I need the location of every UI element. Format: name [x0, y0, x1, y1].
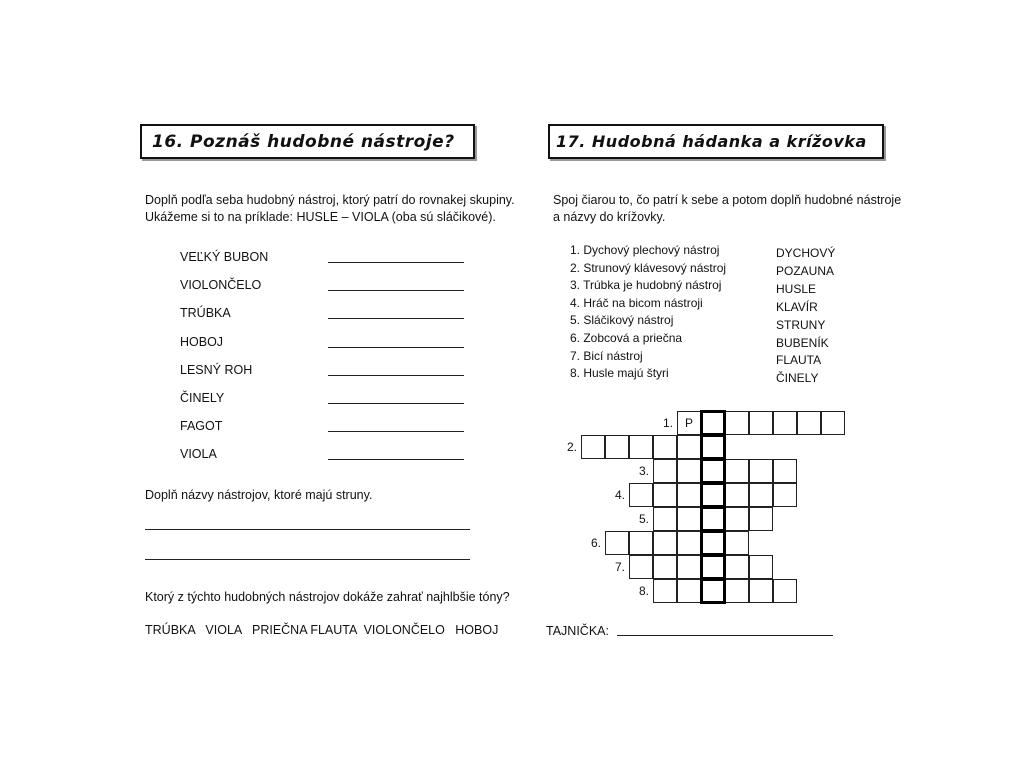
crossword-cell[interactable]	[653, 435, 677, 459]
crossword-cell[interactable]	[773, 483, 797, 507]
secret-answer-line[interactable]	[617, 635, 833, 636]
crossword-row-number: 3.	[638, 464, 649, 478]
crossword-cell[interactable]	[653, 459, 677, 483]
crossword-cell[interactable]	[725, 507, 749, 531]
crossword-cell[interactable]	[749, 555, 773, 579]
crossword-secret-cell[interactable]	[700, 506, 726, 532]
right-instruction-line2: a názvy do krížovky.	[553, 210, 666, 224]
crossword-cell[interactable]	[653, 507, 677, 531]
crossword-cell[interactable]	[605, 435, 629, 459]
crossword-secret-cell[interactable]	[700, 530, 726, 556]
deep-tones-question: Ktorý z týchto hudobných nástrojov dokáže zahrať najhlbšie tóny?	[145, 590, 510, 604]
left-instruction-line1: Doplň podľa seba hudobný nástroj, ktorý patrí do rovnakej skupiny.	[145, 193, 515, 207]
instrument-word: FAGOT	[180, 419, 223, 434]
crossword-cell[interactable]	[725, 483, 749, 507]
instrument-word: VEĽKÝ BUBON	[180, 250, 269, 264]
crossword-cell[interactable]	[629, 483, 653, 507]
word-answer-line[interactable]	[328, 375, 464, 376]
crossword-clue: 3. Trúbka je hudobný nástroj	[570, 278, 722, 293]
crossword-row-number: 4.	[614, 488, 625, 502]
crossword-cell[interactable]	[821, 411, 845, 435]
crossword-cell[interactable]	[749, 411, 773, 435]
instrument-word: TRÚBKA	[180, 306, 231, 321]
crossword-cell[interactable]	[677, 579, 701, 603]
crossword-cell[interactable]	[677, 435, 701, 459]
strings-answer-line-2[interactable]	[145, 559, 470, 560]
instrument-word: HOBOJ	[180, 334, 224, 349]
word-answer-line[interactable]	[328, 347, 464, 348]
crossword-clue: 6. Zobcová a priečna	[570, 331, 683, 345]
crossword-cell[interactable]	[797, 411, 821, 435]
instrument-options: TRÚBKA VIOLA PRIEČNA FLAUTA VIOLONČELO HOBOJ	[145, 623, 499, 637]
instrument-word: VIOLA	[180, 447, 217, 462]
crossword-cell[interactable]	[653, 483, 677, 507]
answer-word: POZAUNA	[776, 263, 835, 278]
strings-answer-line-1[interactable]	[145, 529, 470, 530]
crossword-cell[interactable]	[677, 555, 701, 579]
crossword-secret-cell[interactable]	[700, 554, 726, 580]
crossword-cell[interactable]	[629, 555, 653, 579]
crossword-clue: 4. Hráč na bicom nástroji	[570, 295, 703, 310]
crossword-row-number: 1.	[662, 416, 673, 430]
crossword-cell[interactable]	[725, 579, 749, 603]
crossword-cell[interactable]: P	[677, 411, 701, 435]
crossword-cell[interactable]	[677, 459, 701, 483]
right-instruction	[553, 192, 913, 226]
crossword-clue: 2. Strunový klávesový nástroj	[570, 260, 727, 275]
answer-word: KLAVÍR	[776, 299, 818, 314]
crossword-cell[interactable]	[629, 435, 653, 459]
left-instruction	[145, 192, 515, 226]
word-answer-line[interactable]	[328, 290, 464, 291]
crossword-cell[interactable]	[749, 579, 773, 603]
crossword-secret-cell[interactable]	[700, 410, 726, 436]
right-title: 17. Hudobná hádanka a krížovka	[548, 124, 884, 159]
crossword-cell[interactable]	[605, 531, 629, 555]
crossword-cell[interactable]	[629, 531, 653, 555]
word-answer-line[interactable]	[328, 318, 464, 319]
crossword-secret-cell[interactable]	[700, 458, 726, 484]
crossword-cell[interactable]	[653, 555, 677, 579]
word-answer-line[interactable]	[328, 262, 464, 263]
crossword-clue: 1. Dychový plechový nástroj	[570, 243, 720, 257]
crossword-row-number: 6.	[590, 536, 601, 550]
crossword-cell[interactable]	[749, 483, 773, 507]
crossword-clue: 8. Husle majú štyri	[570, 366, 669, 381]
word-answer-line[interactable]	[328, 459, 464, 460]
secret-label: TAJNIČKA:	[546, 624, 609, 638]
answer-word: ČINELY	[776, 371, 819, 386]
answer-word: DYCHOVÝ	[776, 246, 836, 260]
crossword-cell[interactable]	[749, 459, 773, 483]
answer-word: HUSLE	[776, 281, 817, 296]
crossword-clue: 5. Sláčikový nástroj	[570, 313, 674, 328]
crossword-cell[interactable]	[725, 531, 749, 555]
crossword-cell[interactable]	[725, 555, 749, 579]
crossword-cell[interactable]	[725, 411, 749, 435]
instrument-word: ČINELY	[180, 391, 225, 405]
crossword-secret-cell[interactable]	[700, 434, 726, 460]
crossword-cell[interactable]	[677, 483, 701, 507]
crossword-secret-cell[interactable]	[700, 578, 726, 604]
crossword-cell[interactable]	[653, 531, 677, 555]
right-instruction-line1: Spoj čiarou to, čo patrí k sebe a potom doplň hudobné nástroje	[553, 193, 902, 207]
crossword-cell[interactable]	[773, 459, 797, 483]
instrument-word: LESNÝ ROH	[180, 362, 253, 377]
left-title: 16. Poznáš hudobné nástroje?	[140, 124, 475, 159]
answer-word: STRUNY	[776, 317, 826, 332]
crossword-cell[interactable]	[749, 507, 773, 531]
left-instruction-line2: Ukážeme si to na príklade: HUSLE – VIOLA (oba sú sláčikové).	[145, 210, 496, 224]
crossword-cell[interactable]	[725, 459, 749, 483]
answer-word: BUBENÍK	[776, 335, 829, 350]
crossword-cell[interactable]	[677, 507, 701, 531]
crossword-clue: 7. Bicí nástroj	[570, 348, 643, 363]
strings-prompt: Doplň názvy nástrojov, ktoré majú struny.	[145, 488, 373, 502]
word-answer-line[interactable]	[328, 431, 464, 432]
answer-word: FLAUTA	[776, 353, 822, 368]
crossword-row-number: 7.	[614, 560, 625, 574]
crossword-cell[interactable]	[677, 531, 701, 555]
crossword-cell[interactable]	[773, 579, 797, 603]
crossword-row-number: 8.	[638, 584, 649, 598]
crossword-cell[interactable]	[773, 411, 797, 435]
crossword-cell[interactable]	[581, 435, 605, 459]
word-answer-line[interactable]	[328, 403, 464, 404]
instrument-word: VIOLONČELO	[180, 278, 262, 293]
crossword-cell[interactable]	[653, 579, 677, 603]
crossword-secret-cell[interactable]	[700, 482, 726, 508]
crossword-row-number: 5.	[638, 512, 649, 526]
crossword-row-number: 2.	[566, 440, 577, 454]
